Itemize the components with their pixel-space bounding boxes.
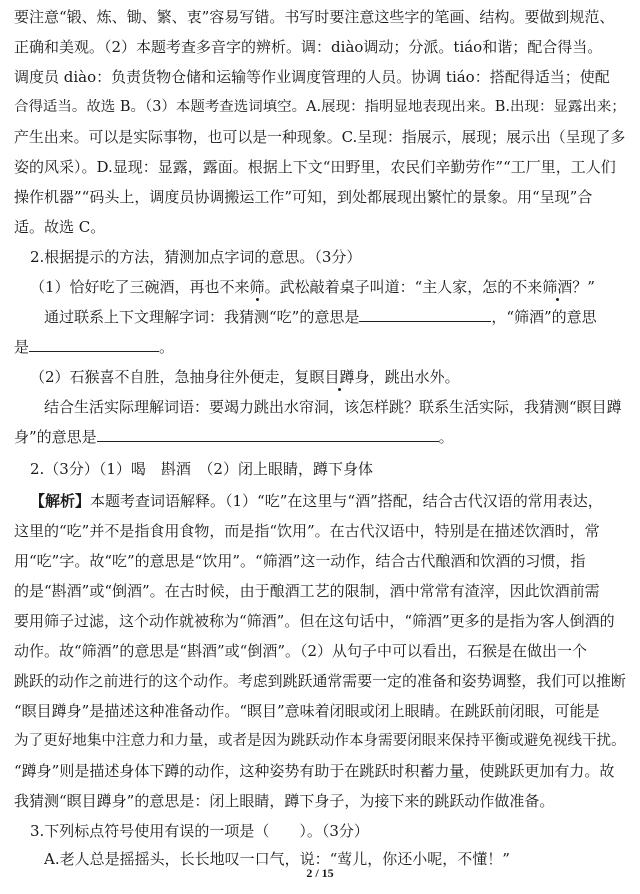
q2-text: 身”的意思是 (14, 428, 97, 446)
q2-text: 通过联系上下文理解字词：我猜测“吃”的意思是 (44, 308, 360, 326)
q2-text: ，“筛酒”的意思 (491, 308, 597, 326)
question-3-title: 3.下列标点符号使用有误的一项是（ ）。（3分） (30, 822, 369, 840)
question-3-option-a: A.老人总是摇摇头，长长地叹一口气，说：“莺儿，你还小呢，不懂！” (44, 850, 510, 868)
q2-text: 。武松敲着桌子叫道：“主人家，怎的不来 (264, 278, 543, 296)
page-number: 2 / 15 (306, 866, 334, 880)
analysis-line: 为了更好地集中注意力和力量，或者是因为跳跃动作本身需要闭眼来保持平衡或避免视线干扰。 (14, 732, 626, 749)
analysis-text: 本题考查词语解释。（1）“吃”在这里与“酒”搭配，结合古代汉语的常用表达， (90, 492, 603, 510)
analysis-line: 这里的“吃”并不是指食用食物，而是指“饮用”。在古代汉语中，特别是在描述饮酒时，常 (14, 522, 600, 540)
analysis-line: 的是“斟酒”或“倒酒”。在古时候，由于酿酒工艺的限制，酒中常常有渣滓，因此饮酒前需 (14, 582, 600, 600)
q2-prompt-1b (14, 336, 174, 358)
text-line: 姿的风采）。D.显现：显露，露面。根据上下文“田野里，农民们辛勤劳作”“工厂里，工人们 (14, 158, 616, 176)
text-line: 产生出来。可以是实际事物，也可以是一种现象。C.呈现：指展示，展现；展示出（呈现了多 (14, 128, 626, 146)
analysis-line: 动作。故“筛酒”的意思是“斟酒”或“倒酒”。（2）从句子中可以看出，石猴是在做出一个 (14, 642, 588, 660)
dotted-word: 瞑目蹲身 (309, 368, 370, 386)
text-line: 正确和美观。（2）本题考查多音字的辨析。调：diào调动；分派。tiáo和谐；配合得当。 (14, 38, 603, 56)
q2-text: ，跳出水外。 (369, 368, 460, 386)
analysis-first-line (30, 490, 603, 512)
analysis-line: 要用筛子过滤，这个动作就被称为“筛酒”。但在这句话中，“筛酒”更多的是指为客人倒酒的 (14, 612, 615, 630)
q2-prompt-1 (44, 306, 597, 328)
q2-text: ？” (572, 278, 595, 296)
analysis-label: 【解析】 (30, 492, 91, 510)
analysis-line: 跳跃的动作之前进行的这个动作。考虑到跳跃通常需要一定的准备和姿势调整，我们可以推断 (14, 672, 626, 690)
text-line: 要注意“锻、炼、锄、繁、衷”容易写错。书写时要注意这些字的笔画、结构。要做到规范、 (14, 8, 615, 26)
analysis-line: 我猜测“瞑目蹲身”的意思是：闭上眼睛，蹲下身子，为接下来的跳跃动作做准备。 (14, 792, 555, 810)
text-line: 适。故选 C。 (14, 218, 106, 236)
q2-prompt-2: 结合生活实际理解词语：要竭力跳出水帘洞，该怎样跳？联系生活实际，我猜测“瞑目蹲 (44, 398, 622, 416)
answer-2: 2.（3分）（1）喝 斟酒 （2）闭上眼睛，蹲下身体 (30, 460, 373, 478)
analysis-line: “蹲身”则是描述身体下蹲的动作，这种姿势有助于在跳跃时积蓄力量，使跳跃更加有力。故 (14, 762, 615, 780)
q2-passage-1 (30, 276, 595, 298)
text-line: 调度员 diào：负责货物仓储和运输等作业调度管理的人员。协调 tiáo：搭配得适当；使配 (14, 68, 610, 86)
dotted-char: 筛 (249, 278, 265, 296)
q2-passage-2 (30, 366, 460, 388)
analysis-line: 用“吃”字。故“吃”的意思是“饮用”。“筛酒”这一动作，结合古代酿酒和饮酒的习惯，指 (14, 552, 586, 570)
answer-blank[interactable] (29, 337, 159, 352)
text-line: 合得适当。故选 B。（3）本题考查选词填空。A.展现：指明显地表现出来。B.出现：显露出来； (14, 99, 626, 115)
answer-blank[interactable] (359, 307, 491, 322)
q2-text: （1）恰好吃了三碗酒，再也不来 (30, 278, 250, 296)
question-2-title: 2.根据提示的方法，猜测加点字词的意思。（3分） (30, 248, 362, 266)
analysis-line: “瞑目蹲身”是描述这种准备动作。“瞑目”意味着闭眼或闭上眼睛。在跳跃前闭眼，可能是 (14, 702, 600, 720)
answer-blank[interactable] (97, 427, 439, 442)
q2-text: 是 (14, 338, 30, 356)
dotted-word: 筛酒 (542, 278, 573, 296)
text-line: 操作机器”“码头上，调度员协调搬运工作”可知，到处都展现出繁忙的景象。用“呈现”合 (14, 188, 593, 206)
q2-text: 。 (159, 338, 175, 356)
q2-text: 。 (438, 428, 454, 446)
q2-prompt-2b (14, 426, 454, 448)
q2-text: （2）石猴喜不自胜，急抽身往外便走，复 (30, 368, 310, 386)
